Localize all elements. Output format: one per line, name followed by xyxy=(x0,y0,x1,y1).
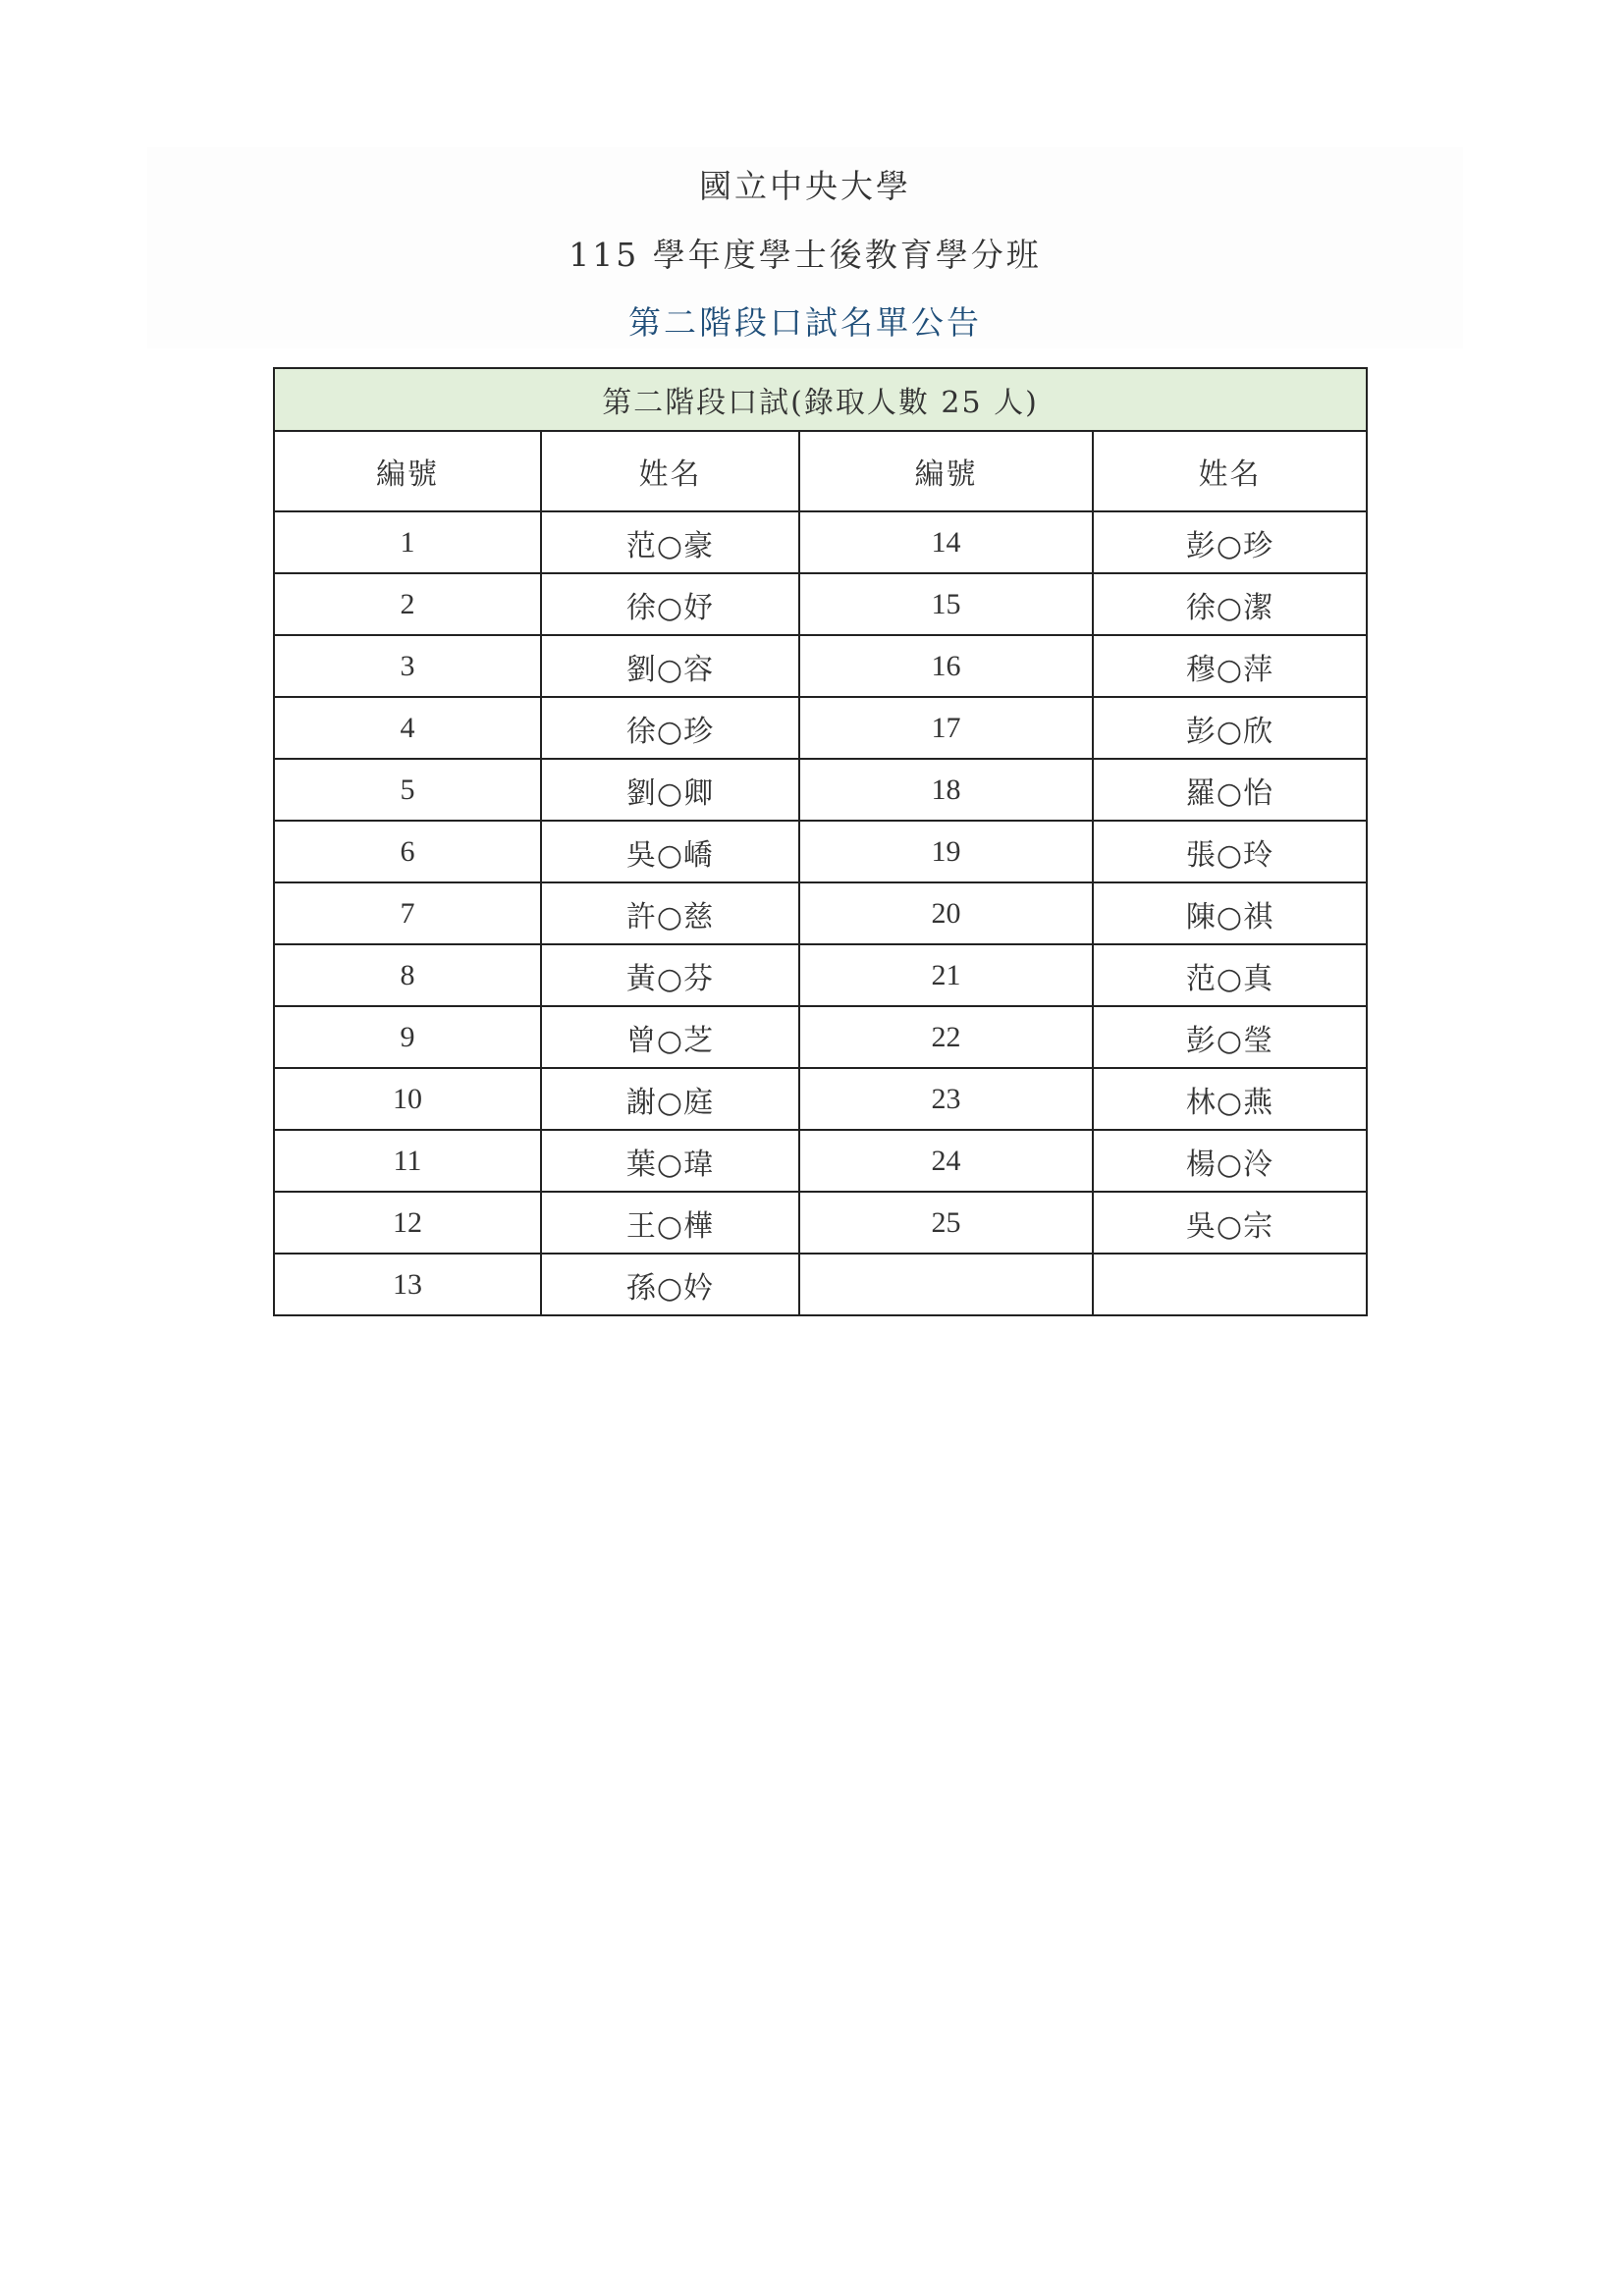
candidate-name: 張○玲 xyxy=(1093,821,1367,882)
candidate-name: 許○慈 xyxy=(541,882,799,944)
table-row xyxy=(274,944,1367,1006)
candidate-number: 22 xyxy=(799,1006,1093,1068)
candidate-name: 陳○祺 xyxy=(1093,882,1367,944)
table-caption-row xyxy=(274,368,1367,431)
table-row xyxy=(274,573,1367,635)
candidate-number: 7 xyxy=(274,882,541,944)
candidate-number: 8 xyxy=(274,944,541,1006)
document-header xyxy=(147,147,1463,348)
candidate-name: 黃○芬 xyxy=(541,944,799,1006)
candidate-name: 孫○妗 xyxy=(541,1254,799,1315)
candidate-number: 15 xyxy=(799,573,1093,635)
table-row xyxy=(274,1130,1367,1192)
candidate-name: 穆○萍 xyxy=(1093,635,1367,697)
candidate-number: 2 xyxy=(274,573,541,635)
university-title: 國立中央大學 xyxy=(699,167,911,205)
candidate-name: 彭○瑩 xyxy=(1093,1006,1367,1068)
candidate-name: 徐○潔 xyxy=(1093,573,1367,635)
column-header-name: 姓名 xyxy=(541,431,799,511)
candidate-name: 曾○芝 xyxy=(541,1006,799,1068)
candidate-name: 吳○嶠 xyxy=(541,821,799,882)
candidate-number: 19 xyxy=(799,821,1093,882)
column-header-number: 編號 xyxy=(799,431,1093,511)
candidate-name: 王○樺 xyxy=(541,1192,799,1254)
candidate-number: 21 xyxy=(799,944,1093,1006)
table-row xyxy=(274,635,1367,697)
candidate-name: 謝○庭 xyxy=(541,1068,799,1130)
candidate-number: 10 xyxy=(274,1068,541,1130)
candidate-table xyxy=(273,367,1368,1316)
table-row xyxy=(274,1192,1367,1254)
table-row xyxy=(274,882,1367,944)
column-header-number: 編號 xyxy=(274,431,541,511)
candidate-number: 17 xyxy=(799,697,1093,759)
candidate-name: 范○真 xyxy=(1093,944,1367,1006)
table-row xyxy=(274,511,1367,573)
candidate-name: 彭○欣 xyxy=(1093,697,1367,759)
candidate-number: 5 xyxy=(274,759,541,821)
candidate-number: 25 xyxy=(799,1192,1093,1254)
program-title: 115 學年度學士後教育學分班 xyxy=(568,236,1042,274)
candidate-number: 20 xyxy=(799,882,1093,944)
table-header-row xyxy=(274,431,1367,511)
candidate-name: 劉○卿 xyxy=(541,759,799,821)
candidate-number: 24 xyxy=(799,1130,1093,1192)
candidate-name: 范○豪 xyxy=(541,511,799,573)
candidate-number: 4 xyxy=(274,697,541,759)
table-row xyxy=(274,821,1367,882)
table-row xyxy=(274,697,1367,759)
candidate-number: 16 xyxy=(799,635,1093,697)
announcement-title: 第二階段口試名單公告 xyxy=(628,303,982,342)
candidate-name: 吳○宗 xyxy=(1093,1192,1367,1254)
candidate-number: 6 xyxy=(274,821,541,882)
candidate-number: 23 xyxy=(799,1068,1093,1130)
candidate-name: 楊○泠 xyxy=(1093,1130,1367,1192)
candidate-number: 9 xyxy=(274,1006,541,1068)
column-header-name: 姓名 xyxy=(1093,431,1367,511)
candidate-name: 徐○珍 xyxy=(541,697,799,759)
candidate-number: 1 xyxy=(274,511,541,573)
candidate-name: 羅○怡 xyxy=(1093,759,1367,821)
table-body xyxy=(274,511,1367,1315)
table-row xyxy=(274,1006,1367,1068)
candidate-name: 彭○珍 xyxy=(1093,511,1367,573)
table-caption: 第二階段口試(錄取人數 25 人) xyxy=(274,368,1367,431)
candidate-name: 徐○妤 xyxy=(541,573,799,635)
table-row xyxy=(274,1254,1367,1315)
candidate-name xyxy=(1093,1254,1367,1315)
candidate-number xyxy=(799,1254,1093,1315)
candidate-number: 14 xyxy=(799,511,1093,573)
candidate-number: 13 xyxy=(274,1254,541,1315)
candidate-name: 葉○瑋 xyxy=(541,1130,799,1192)
candidate-number: 18 xyxy=(799,759,1093,821)
table-row xyxy=(274,1068,1367,1130)
candidate-name: 劉○容 xyxy=(541,635,799,697)
candidate-number: 11 xyxy=(274,1130,541,1192)
candidate-number: 3 xyxy=(274,635,541,697)
table-row xyxy=(274,759,1367,821)
candidate-name: 林○燕 xyxy=(1093,1068,1367,1130)
candidate-number: 12 xyxy=(274,1192,541,1254)
